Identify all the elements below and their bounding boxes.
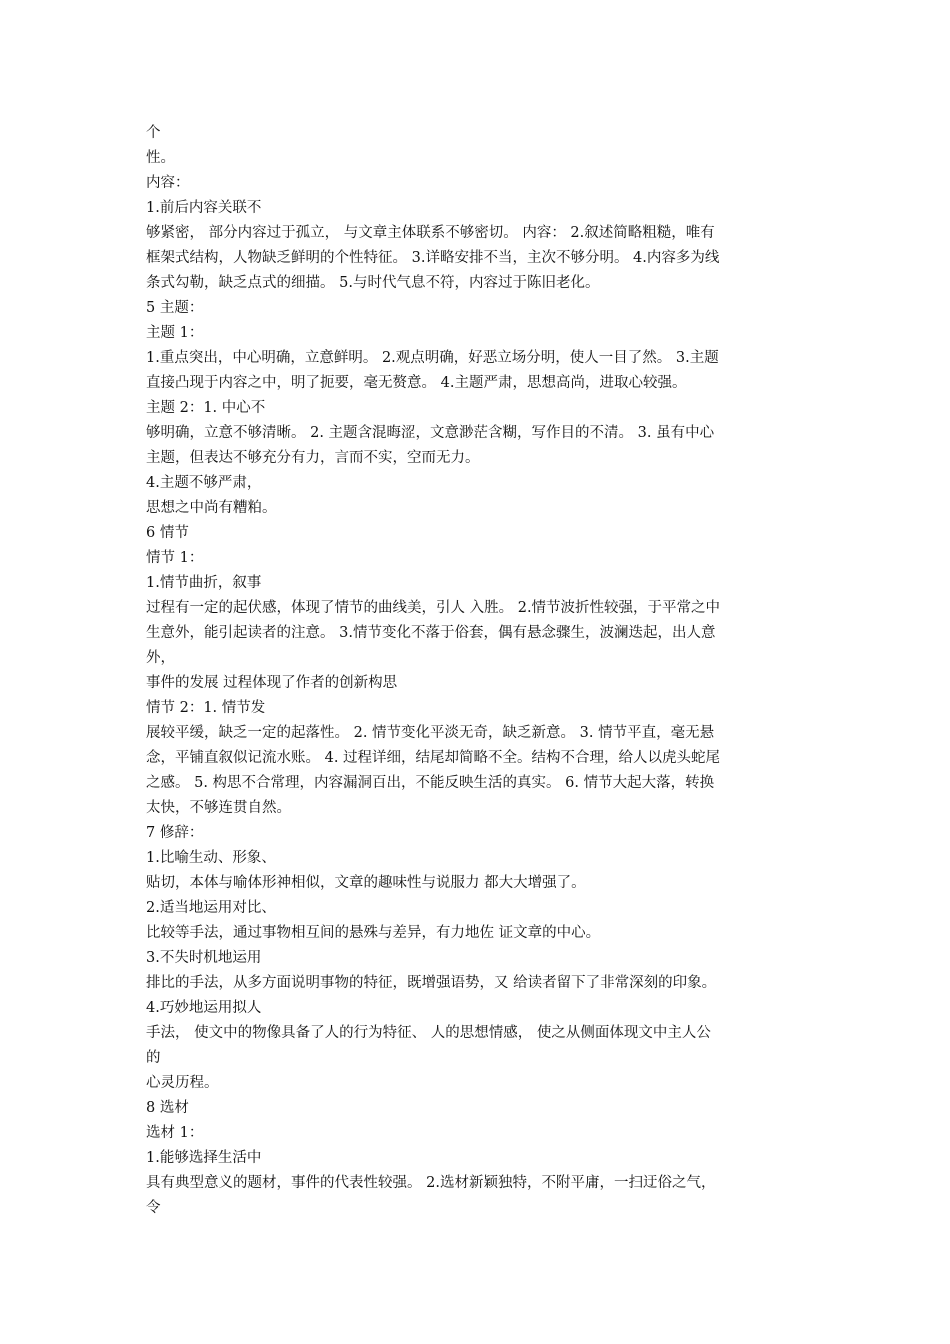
text-line: 1.比喻生动、形象、 [146,850,276,866]
subsection-label: 情节 1： [146,550,204,566]
text-line: 1.情节曲折，叙事 [146,575,262,591]
text-line: 生意外，能引起读者的注意。 3.情节变化不落于俗套，偶有悬念骤生，波澜迭起，出人意 [146,625,716,641]
text-line: 2.适当地运用对比、 [146,900,276,916]
subsection-label: 主题 1： [146,325,204,341]
text-line: 令 [146,1200,161,1216]
subsection-label: 主题 2：1. 中心不 [146,400,266,416]
section-heading: 5 主题： [146,300,204,316]
text-line: 事件的发展 过程体现了作者的创新构思 [146,675,398,691]
text-line: 性。 [146,150,175,166]
text-line: 具有典型意义的题材，事件的代表性较强。 2.选材新颖独特，不附平庸，一扫迂俗之气， [146,1175,716,1191]
subsection-label: 情节 2：1. 情节发 [146,700,266,716]
text-line: 外， [146,650,175,666]
text-line: 直接凸现于内容之中，明了扼要，毫无赘意。 4.主题严肃，思想高尚，进取心较强。 [146,375,687,391]
text-line: 1.能够选择生活中 [146,1150,262,1166]
text-line: 3.不失时机地运用 [146,950,262,966]
text-line: 条式勾勒，缺乏点式的细描。 5.与时代气息不符，内容过于陈旧老化。 [146,275,600,291]
section-heading: 7 修辞： [146,825,204,841]
section-heading: 6 情节 [146,525,189,541]
text-line: 的 [146,1050,161,1066]
section-label: 内容： [146,175,190,191]
text-line: 手法， 使文中的物像具备了人的行为特征、 人的思想情感， 使之从侧面体现文中主人公 [146,1025,711,1041]
text-line: 4.主题不够严肃， [146,475,262,491]
text-line: 够紧密， 部分内容过于孤立， 与文章主体联系不够密切。 内容： 2.叙述简略粗糙，唯有 [146,225,715,241]
text-line: 之感。 5. 构思不合常理，内容漏洞百出，不能反映生活的真实。 6. 情节大起大落，转换 [146,775,715,791]
text-line: 念，平铺直叙似记流水账。 4. 过程详细，结尾却简略不全。结构不合理，给人以虎头蛇尾 [146,750,721,766]
text-line: 贴切，本体与喻体形神相似，文章的趣味性与说服力 都大大增强了。 [146,875,586,891]
text-line: 框架式结构，人物缺乏鲜明的个性特征。 3.详略安排不当，主次不够分明。 4.内容多为线 [146,250,720,266]
text-line: 展较平缓，缺乏一定的起落性。 2. 情节变化平淡无奇，缺乏新意。 3. 情节平直，毫无悬 [146,725,715,741]
text-line: 1.重点突出，中心明确，立意鲜明。 2.观点明确，好恶立场分明，使人一目了然。 3.主题 [146,350,719,366]
section-heading: 8 选材 [146,1100,189,1116]
text-line: 排比的手法，从多方面说明事物的特征，既增强语势，又 给读者留下了非常深刻的印象。 [146,975,717,991]
text-line: 个 [146,125,161,141]
text-line: 主题，但表达不够充分有力，言而不实，空而无力。 [146,450,480,466]
text-line: 4.巧妙地运用拟人 [146,1000,262,1016]
subsection-label: 选材 1： [146,1125,204,1141]
text-line: 心灵历程。 [146,1075,219,1091]
text-line: 够明确，立意不够清晰。 2. 主题含混晦涩，文意渺茫含糊，写作目的不清。 3. 虽有中心 [146,425,715,441]
text-line: 太快，不够连贯自然。 [146,800,291,816]
text-line: 1.前后内容关联不 [146,200,262,216]
text-line: 过程有一定的起伏感，体现了情节的曲线美，引人 入胜。 2.情节波折性较强，于平常之中 [146,600,721,616]
text-line: 思想之中尚有糟粕。 [146,500,277,516]
document-body [146,121,810,1221]
text-line: 比较等手法，通过事物相互间的悬殊与差异，有力地佐 证文章的中心。 [146,925,601,941]
